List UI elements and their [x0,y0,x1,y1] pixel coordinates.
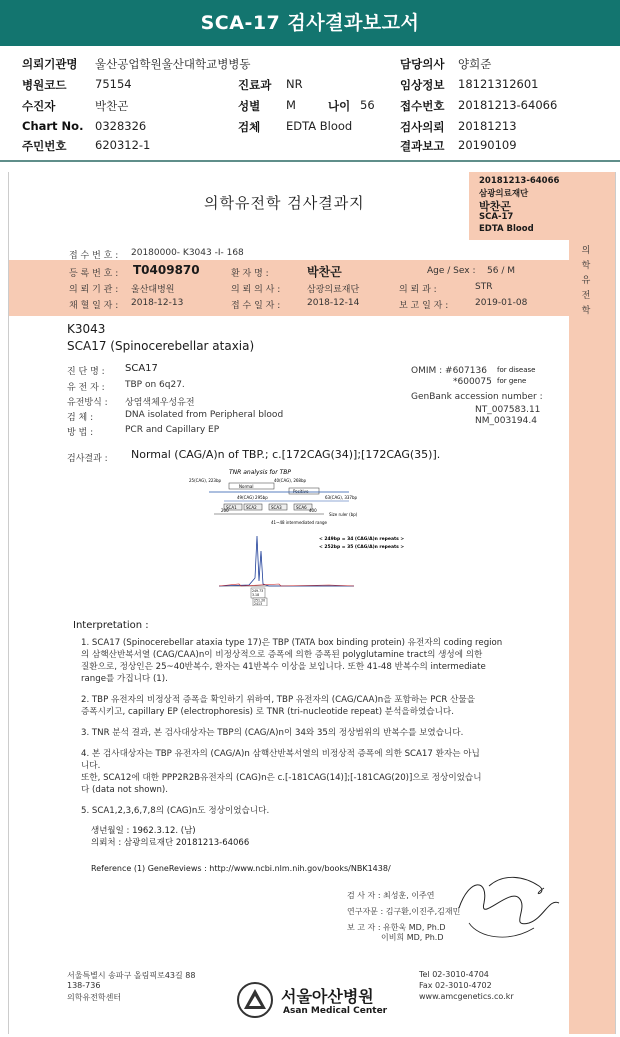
clinical-label: 임상정보 [400,78,445,92]
sca-label: SCA2 [246,505,257,510]
interp-line: 1. SCA17 (Spinocerebellar ataxia type 17)은 TBP (TATA box binding protein) 유전자의 coding region [81,638,503,648]
omim-line1-note: for disease [497,366,536,374]
stamp-line5: EDTA Blood [479,224,534,234]
footer-web: www.amcgenetics.co.kr [419,992,514,1001]
size-ruler-label: Size ruler (bp) [329,512,358,517]
intermediate-label: 41~48 intermediated range [271,520,327,525]
peak-label: 249.73 [252,589,264,593]
req-dept-value: STR [475,282,493,292]
subject-value: 박찬곤 [95,99,129,113]
interp-line: 증폭시키고, capillary EP (electrophoresis) 로 TNR (tri-nucleotide repeat) 분석을하였습니다. [81,707,454,717]
mode-value: 상염색체우성유전 [125,398,195,408]
receipt-value: 20181213-64066 [458,98,558,112]
peak-label: 251.20 [254,598,266,603]
spec-value: DNA isolated from Peripheral blood [125,410,284,420]
diag-value: SCA17 [125,363,158,374]
repeat-label-1: < 249bp = 34 (CAG/A)n repeats > [319,537,405,542]
chart-no-value: 0328326 [95,119,147,133]
patient-value: 박찬곤 [307,265,342,279]
inst-no-text: 의뢰처 : 삼광의료재단 20181213-64066 [91,838,250,848]
interp-line: 니다. [81,761,101,771]
figure-positive-top-label: 40(CAG), 268bp [274,478,307,483]
report-label: 보 고 일 자 : [399,301,449,311]
gene-label: 유 전 자 : [67,383,105,393]
interp-line: 3. TNR 분석 결과, 본 검사대상자는 TBP의 (CAG/A)n이 34와 35의 정상범위의 반복수를 보였습니다. [81,728,464,738]
divider [0,160,620,162]
result-label: 검사결과 : [67,454,108,464]
stamp-line4: SCA-17 [479,212,514,222]
sca-label: SCA6 [296,505,307,510]
resident-no-label: 주민번호 [22,139,67,153]
reference-text: Reference (1) GeneReviews : http://www.ncbi.nlm.nih.gov/books/NBK1438/ [91,864,391,873]
specimen-label: 검체 [238,120,261,134]
request-value: 20181213 [458,119,517,133]
patient-label: 환 자 명 : [231,269,269,279]
side-char: 학 [581,261,591,271]
peak-label: 3.18 [252,593,260,597]
gene-value: TBP on 6q27. [125,380,185,390]
hospital-name: 서울아산병원 [281,987,374,1006]
stamp-line2: 삼광의료재단 [479,189,529,199]
reg-no-label: 등 록 번 호 : [69,269,119,279]
mode-label: 유전방식 : [67,398,108,408]
scale-start: 200 [221,508,229,513]
scale-end: 400 [309,508,317,513]
result-value: Normal (CAG/A)n of TBP.; c.[172CAG(34)];[172CAG(35)]. [131,448,441,461]
reg-no-value: T0409870 [133,263,200,277]
stamp-line1: 20181213-64066 [479,176,560,186]
figure-mid-label: 49(CAG) 295bp [237,495,268,500]
report-date-label: 결과보고 [400,139,445,153]
interpretation-body [81,637,571,817]
dob-text: 생년월일 : 1962.3.12. (남) [91,826,196,836]
tester-text: 검 사 자 : 최성훈, 이주연 [347,891,435,900]
subject-label: 수진자 [22,99,56,113]
collect-label: 채 혈 일 자 : [69,301,119,311]
age-sex-label: Age / Sex : [427,266,476,276]
figure-positive-label: Positive [293,489,309,494]
stamp-line3: 박찬곤 [479,200,511,213]
interp-line: 다 (data not shown). [81,785,169,795]
hospital-code-value: 75154 [95,77,132,91]
scanned-report [8,172,616,1034]
side-char: 학 [581,306,591,316]
receipt-no-value: 20180000- K3043 -I- 168 [131,248,244,258]
repeat-label-2: < 252bp = 35 (CAG/A)n repeats > [319,545,405,550]
tnr-figure [179,466,429,606]
dept-label: 진료과 [238,78,272,92]
hospital-logo-icon [237,982,273,1018]
specimen-stamp [469,172,569,240]
side-char: 전 [581,291,591,301]
age-label: 나이 [328,99,351,113]
peak-label: 2413 [254,602,263,606]
clinical-value: 18121312601 [458,77,539,91]
genbank-nt: NT_007583.11 [475,405,541,415]
sca-label: SCA3 [271,505,282,510]
interpretation-title: Interpretation : [73,620,149,631]
interp-line: 2. TBP 유전자의 비정상적 증폭을 확인하기 위하여, TBP 유전자의 (CAG/CAA)n을 포함하는 PCR 산물을 [81,695,476,705]
sex-value: M [286,98,296,112]
report-value: 2019-01-08 [475,298,528,308]
hospital-value: 울산공업학원울산대학교병병동 [95,57,251,71]
genbank-nm: NM_003194.4 [475,416,537,426]
doctor-label: 담당의사 [400,57,445,71]
receipt-label: 접수번호 [400,99,445,113]
side-char: 유 [581,276,591,286]
interp-line: 4. 본 검사대상자는 TBP 유전자의 (CAG/A)n 삼핵산반복서열의 비정상적 증폭에 의한 SCA17 환자는 아닙 [81,749,480,759]
omim-line2: *600075 [453,377,492,387]
footer-fax: Fax 02-3010-4702 [419,981,492,990]
inst-label: 의 뢰 기 관 : [69,285,119,295]
interp-line: 5. SCA1,2,3,6,7,8의 (CAG)n도 정상이었습니다. [81,806,270,816]
omim-line2-note: for gene [497,377,527,385]
interp-line: 질환으로, 정상인은 25~40반복수, 환자는 41반복수 이상을 보입니다. 또한 41-48 반복수의 intermediate [81,662,486,672]
interp-line: 또한, SCA12에 대한 PPP2R2B유전자의 (CAG)n은 c.[-181CAG(14)];[-181CAG(20)]으로 정상이었습니 [81,773,482,783]
diag-label: 진 단 명 : [67,367,105,377]
chart-no-label: Chart No. [22,119,84,133]
hospital-name-en: Asan Medical Center [283,1006,388,1016]
req-doctor-value: 삼광의료재단 [307,285,360,295]
figure-normal-left-label: 25(CAG), 223bp [189,478,222,483]
test-name: SCA17 (Spinocerebellar ataxia) [67,339,255,353]
doctor-value: 양희준 [458,57,492,71]
dept-value: NR [286,77,303,91]
age-sex-value: 56 / M [487,266,515,276]
figure-right-label: 63(CAG), 337bp [325,495,358,500]
req-doctor-label: 의 뢰 의 사 : [231,285,281,295]
hospital-code-label: 병원코드 [22,78,67,92]
figure-normal-label: Normal [239,484,254,489]
accept-label: 접 수 일 자 : [231,301,281,311]
inst-value: 울산대병원 [131,285,175,295]
figure-title: TNR analysis for TBP [229,469,291,476]
document-title: 의학유전학 검사결과지 [204,194,365,212]
trace-blue [219,536,354,586]
method-value: PCR and Capillary EP [125,425,220,435]
request-label: 검사의뢰 [400,120,445,134]
reporter-text: 보 고 자 : 유한욱 MD, Ph.D [347,923,446,932]
footer-address-2: 138-736 [67,981,101,990]
hospital-label: 의뢰기관명 [22,57,78,71]
age-value: 56 [360,98,375,112]
interp-line: 의 삼핵산반복서열 (CAG/CAA)n이 비정상적으로 증폭에 의한 증폭된 polyglutamine tract의 생성에 의한 [81,650,483,660]
report-title: SCA-17 검사결과보고서 [0,0,620,46]
sca-label: SCA1 [226,505,237,510]
omim-line1: OMIM : #607136 [411,366,487,376]
req-dept-label: 의 뢰 과 : [399,285,437,295]
resident-no-value: 620312-1 [95,138,151,152]
spec-label: 검 체 : [67,413,94,423]
collect-value: 2018-12-13 [131,298,184,308]
side-vertical-text [579,244,593,319]
method-label: 방 법 : [67,428,94,438]
side-char: 의 [581,246,591,256]
signature [449,868,569,948]
receipt-no-label: 접 수 번 호 : [69,251,119,261]
accept-value: 2018-12-14 [307,298,360,308]
summary-panel [0,52,620,158]
reporter2-text: 이비희 MD, Ph.D [381,933,444,942]
test-code: K3043 [67,322,106,336]
researcher-text: 연구자문 : 김구환,이진주,김재민 [347,907,461,916]
footer-address-3: 의학유전학센터 [67,993,122,1002]
genbank-label: GenBank accession number : [411,392,543,402]
sex-label: 성별 [238,99,261,113]
footer-tel: Tel 02-3010-4704 [419,970,489,979]
specimen-value: EDTA Blood [286,119,353,133]
interp-line: range를 가집니다 (1). [81,674,168,684]
report-date-value: 20190109 [458,138,517,152]
footer-address-1: 서울특별시 송파구 올림픽로43길 88 [67,971,196,980]
